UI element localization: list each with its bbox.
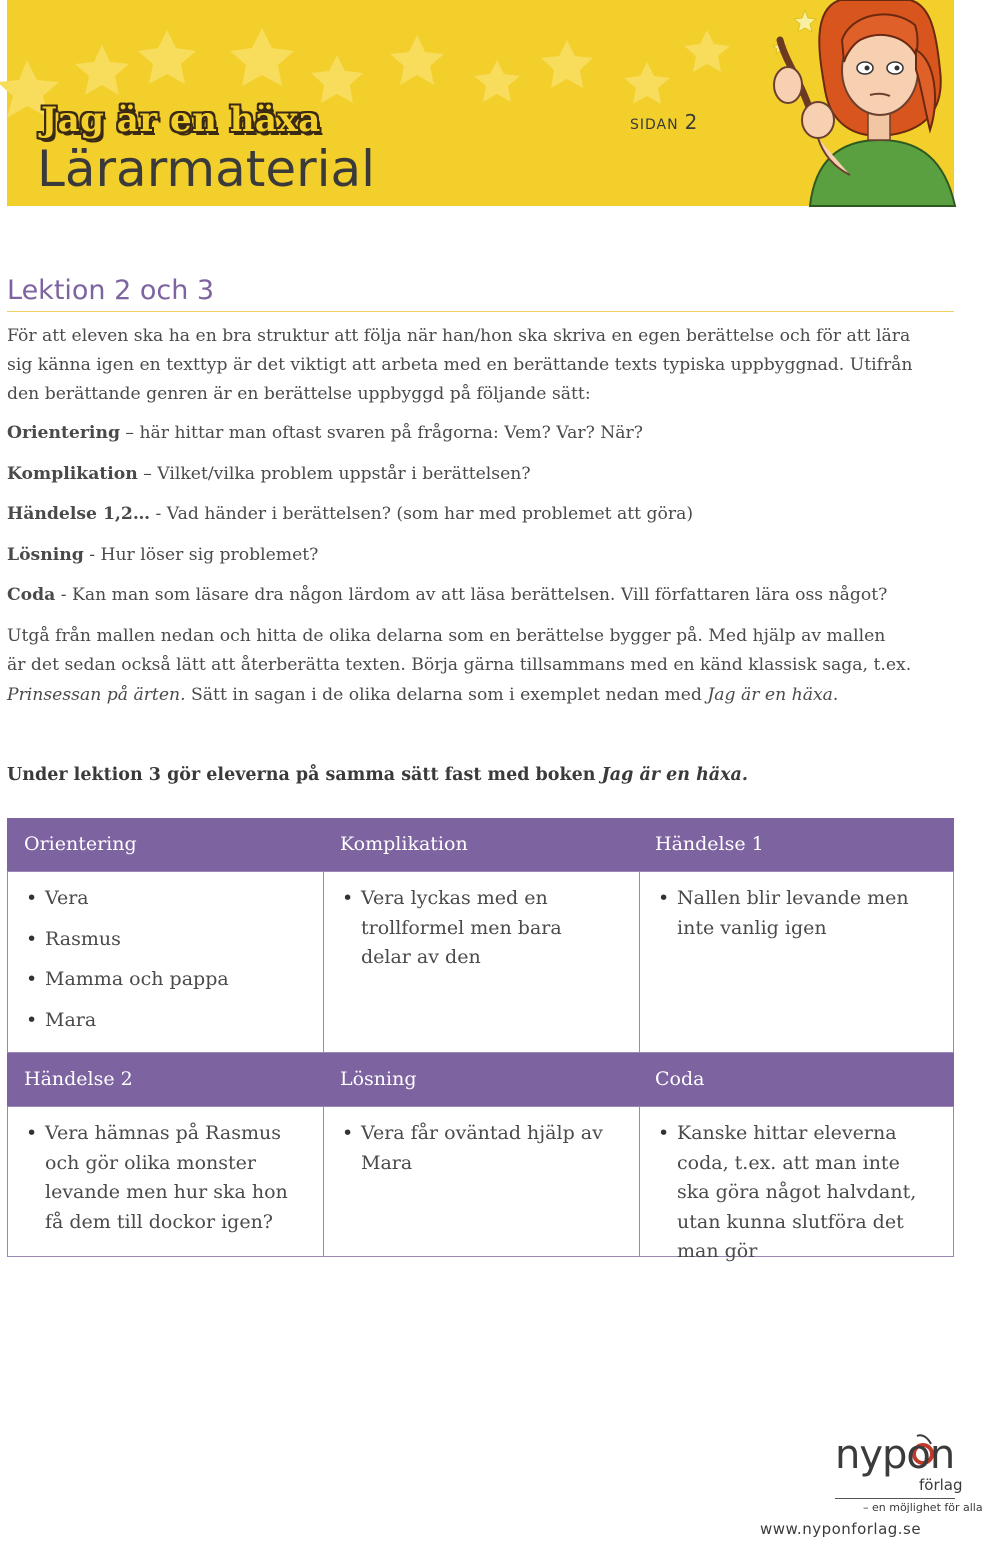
structure-desc: – Vilket/vilka problem uppstår i berättelsen? [137, 464, 531, 484]
structure-term: Coda [7, 585, 56, 605]
book-title-ref: Jag är en häxa [707, 685, 833, 705]
column-divider [323, 872, 324, 1052]
page-number: 2 [684, 110, 699, 134]
list-item: • Vera får oväntad hjälp av Mara [340, 1119, 610, 1178]
page-indicator [630, 110, 698, 134]
header-coda: Coda [655, 1068, 705, 1090]
header-komplikation: Komplikation [340, 833, 468, 855]
structure-desc: – här hittar man oftast svaren på frågorna: Vem? Var? När? [119, 423, 643, 443]
example-title: Prinsessan på ärten [7, 685, 181, 705]
witch-girl-illustration [740, 0, 960, 206]
structure-orientering [7, 423, 643, 443]
instructions-line-3 [7, 685, 838, 705]
list-item: • Vera [24, 884, 314, 914]
instructions-line-2: är det sedan också lätt att återberätta texten. Börja gärna tillsammans med en känd klassisk saga, t.ex. [7, 655, 912, 675]
lesson-3-instruction [7, 765, 748, 785]
komplikation-cell [340, 884, 610, 973]
logo-word: nypon [835, 1432, 955, 1478]
header-orientering: Orientering [24, 833, 137, 855]
list-item: • Nallen blir levande men inte vanlig igen [656, 884, 946, 943]
logo-divider [835, 1498, 955, 1499]
table-row [7, 1106, 954, 1262]
structure-term: Händelse 1,2… [7, 504, 151, 524]
structure-term: Lösning [7, 545, 84, 565]
heading-divider [7, 311, 954, 312]
coda-cell [656, 1119, 926, 1267]
column-divider [639, 872, 640, 1052]
logo-subtitle: förlag [919, 1476, 963, 1494]
structure-komplikation [7, 464, 531, 484]
list-item: • Mamma och pappa [24, 965, 314, 995]
losning-cell [340, 1119, 610, 1178]
table-header-row [7, 1053, 954, 1106]
website-link[interactable]: www.nyponforlag.se [760, 1520, 922, 1538]
structure-term: Orientering [7, 423, 120, 443]
structure-losning [7, 545, 318, 565]
lesson-3-text: Under lektion 3 gör eleverna på samma sätt fast med boken [7, 765, 602, 785]
header-handelse-1: Händelse 1 [655, 833, 764, 855]
instructions-text: . Sätt in sagan i de olika delarna som i exemplet nedan med [180, 685, 708, 705]
structure-coda [7, 585, 887, 605]
structure-term: Komplikation [7, 464, 138, 484]
intro-paragraph: För att eleven ska ha en bra struktur att följa när han/hon ska skriva en egen berättelse och för att lära sig känna igen en texttyp är det viktigt att arbeta med en berättande texts typiska uppbyggnad. Utifrån den berättande genren är en berättelse uppbyggd på följande sätt: [7, 326, 913, 404]
list-item: • Vera lyckas med en trollformel men bara delar av den [340, 884, 610, 973]
logo-tagline: – en möjlighet för alla [863, 1501, 983, 1514]
lesson-heading: Lektion 2 och 3 [7, 275, 215, 306]
handelse-1-cell [656, 884, 946, 943]
structure-handelse [7, 504, 693, 524]
book-title: Jag är en häxa [41, 100, 321, 140]
instructions-end: . [832, 685, 839, 705]
list-item: • Rasmus [24, 925, 314, 955]
table-header-row [7, 818, 954, 871]
column-divider [323, 1107, 324, 1256]
list-item: • Vera hämnas på Rasmus och gör olika monster levande men hur ska hon få dem till dockor igen? [24, 1119, 304, 1237]
header-handelse-2: Händelse 2 [24, 1068, 133, 1090]
instructions-line-1: Utgå från mallen nedan och hitta de olika delarna som en berättelse bygger på. Med hjälp av mallen [7, 626, 886, 646]
structure-desc: - Kan man som läsare dra någon lärdom av att läsa berättelsen. Vill författaren lära oss något? [55, 585, 888, 605]
header-losning: Lösning [340, 1068, 417, 1090]
table-row [7, 871, 954, 1053]
column-divider [639, 1107, 640, 1256]
lesson-3-book: Jag är en häxa. [601, 765, 748, 785]
list-item: • Kanske hittar eleverna coda, t.ex. att man inte ska göra något halvdant, utan kunna slutföra det man gör [656, 1119, 926, 1267]
document-title: Lärarmaterial [37, 140, 376, 198]
orientering-cell [24, 884, 314, 1046]
page-label: SIDAN [630, 117, 679, 133]
structure-desc: - Hur löser sig problemet? [83, 545, 319, 565]
list-item: • Mara [24, 1006, 314, 1036]
handelse-2-cell [24, 1119, 304, 1237]
structure-desc: - Vad händer i berättelsen? (som har med problemet att göra) [150, 504, 694, 524]
